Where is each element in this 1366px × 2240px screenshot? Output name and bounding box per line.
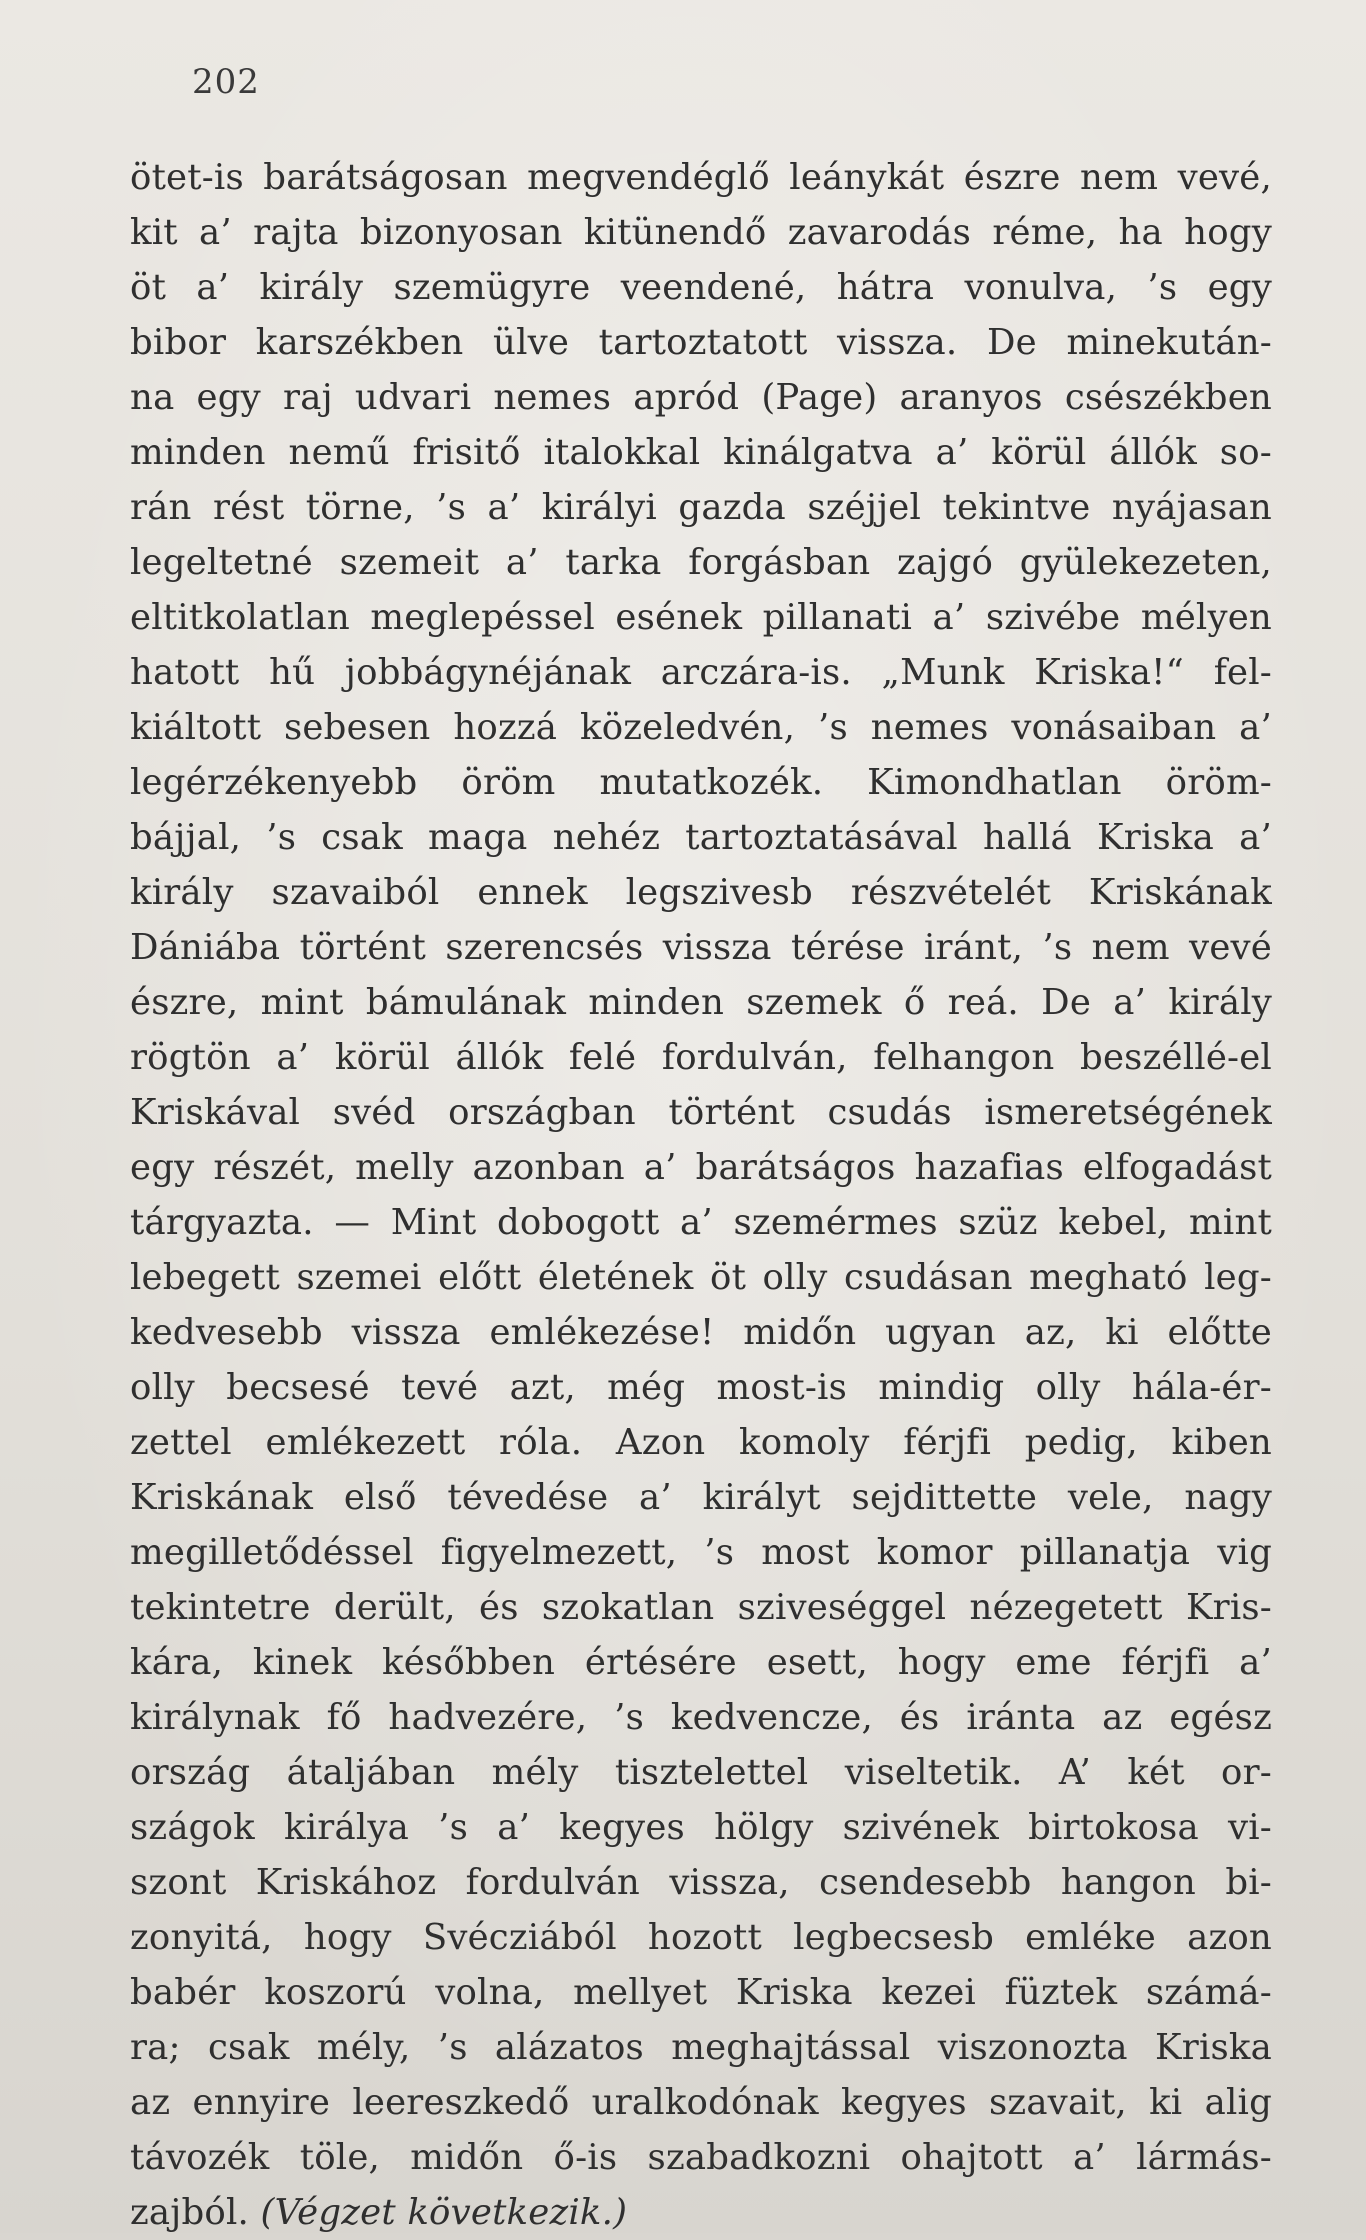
text-line: öt a’ király szemügyre veendené, hátra vonulva, ’s egy [130, 267, 1272, 308]
body-text [130, 150, 1272, 2240]
final-line-text: zajból. [130, 2192, 250, 2233]
text-line: ötet-is barátságosan megvendéglő leánykát észre nem vevé, [130, 157, 1272, 198]
text-line: az ennyire leereszkedő uralkodónak kegyes szavait, ki alig [130, 2082, 1272, 2123]
text-line: megilletődéssel figyelmezett, ’s most komor pillanatja vig [130, 1532, 1272, 1573]
text-line: észre, mint bámulának minden szemek ő reá. De a’ király [130, 982, 1272, 1023]
text-line: kit a’ rajta bizonyosan kitünendő zavarodás réme, ha hogy [130, 212, 1272, 253]
text-line: szágok királya ’s a’ kegyes hölgy szivének birtokosa vi- [130, 1807, 1272, 1848]
text-line: kiáltott sebesen hozzá közeledvén, ’s nemes vonásaiban a’ [130, 707, 1272, 748]
text-line: eltitkolatlan meglepéssel esének pillanati a’ szivébe mélyen [130, 597, 1272, 638]
text-line: kedvesebb vissza emlékezése! midőn ugyan az, ki előtte [130, 1312, 1272, 1353]
text-line: Kriskával svéd országban történt csudás ismeretségének [130, 1092, 1272, 1133]
text-line: zonyitá, hogy Svécziából hozott legbecsesb emléke azon [130, 1917, 1272, 1958]
continuation-note: (Végzet következik.) [260, 2192, 628, 2233]
text-line: na egy raj udvari nemes apród (Page) aranyos csészékben [130, 377, 1272, 418]
text-line: minden nemű frisitő italokkal kinálgatva a’ körül állók so- [130, 432, 1272, 473]
text-line: ország átaljában mély tisztelettel viseltetik. A’ két or- [130, 1752, 1272, 1793]
text-line: bibor karszékben ülve tartoztatott vissza. De minekután- [130, 322, 1272, 363]
text-line: szont Kriskához fordulván vissza, csendesebb hangon bi- [130, 1862, 1272, 1903]
text-line: hatott hű jobbágynéjának arczára-is. „Munk Kriska!“ fel- [130, 652, 1272, 693]
text-line: távozék töle, midőn ő-is szabadkozni ohajtott a’ lármás- [130, 2137, 1272, 2178]
text-line: tárgyazta. — Mint dobogott a’ szemérmes szüz kebel, mint [130, 1202, 1272, 1243]
text-line: olly becsesé tevé azt, még most-is mindig olly hála-ér- [130, 1367, 1272, 1408]
text-line: rán rést törne, ’s a’ királyi gazda széjjel tekintve nyájasan [130, 487, 1272, 528]
text-line: ra; csak mély, ’s alázatos meghajtással viszonozta Kriska [130, 2027, 1272, 2068]
text-line: Kriskának első tévedése a’ királyt sejdittette vele, nagy [130, 1477, 1272, 1518]
text-line: egy részét, melly azonban a’ barátságos hazafias elfogadást [130, 1147, 1272, 1188]
page-number: 202 [192, 62, 260, 102]
text-line: tekintetre derült, és szokatlan sziveséggel nézegetett Kris- [130, 1587, 1272, 1628]
text-line: legeltetné szemeit a’ tarka forgásban zajgó gyülekezeten, [130, 542, 1272, 583]
text-line: lebegett szemei előtt életének öt olly csudásan megható leg- [130, 1257, 1272, 1298]
final-line [130, 2185, 1272, 2240]
text-line: legérzékenyebb öröm mutatkozék. Kimondhatlan öröm- [130, 762, 1272, 803]
text-line: kára, kinek későbben értésére esett, hogy eme férjfi a’ [130, 1642, 1272, 1683]
text-line: bájjal, ’s csak maga nehéz tartoztatásával hallá Kriska a’ [130, 817, 1272, 858]
text-line: királynak fő hadvezére, ’s kedvencze, és irántа az egész [130, 1697, 1272, 1738]
text-line: zettel emlékezett róla. Azon komoly férjfi pedig, kiben [130, 1422, 1272, 1463]
text-line: rögtön a’ körül állók felé fordulván, felhangon beszéllé-el [130, 1037, 1272, 1078]
text-line: babér koszorú volna, mellyet Kriska kezei füztek számá- [130, 1972, 1272, 2013]
text-line: Dániába történt szerencsés vissza térése iránt, ’s nem vevé [130, 927, 1272, 968]
text-line: király szavaiból ennek legszivesb részvételét Kriskának [130, 872, 1272, 913]
